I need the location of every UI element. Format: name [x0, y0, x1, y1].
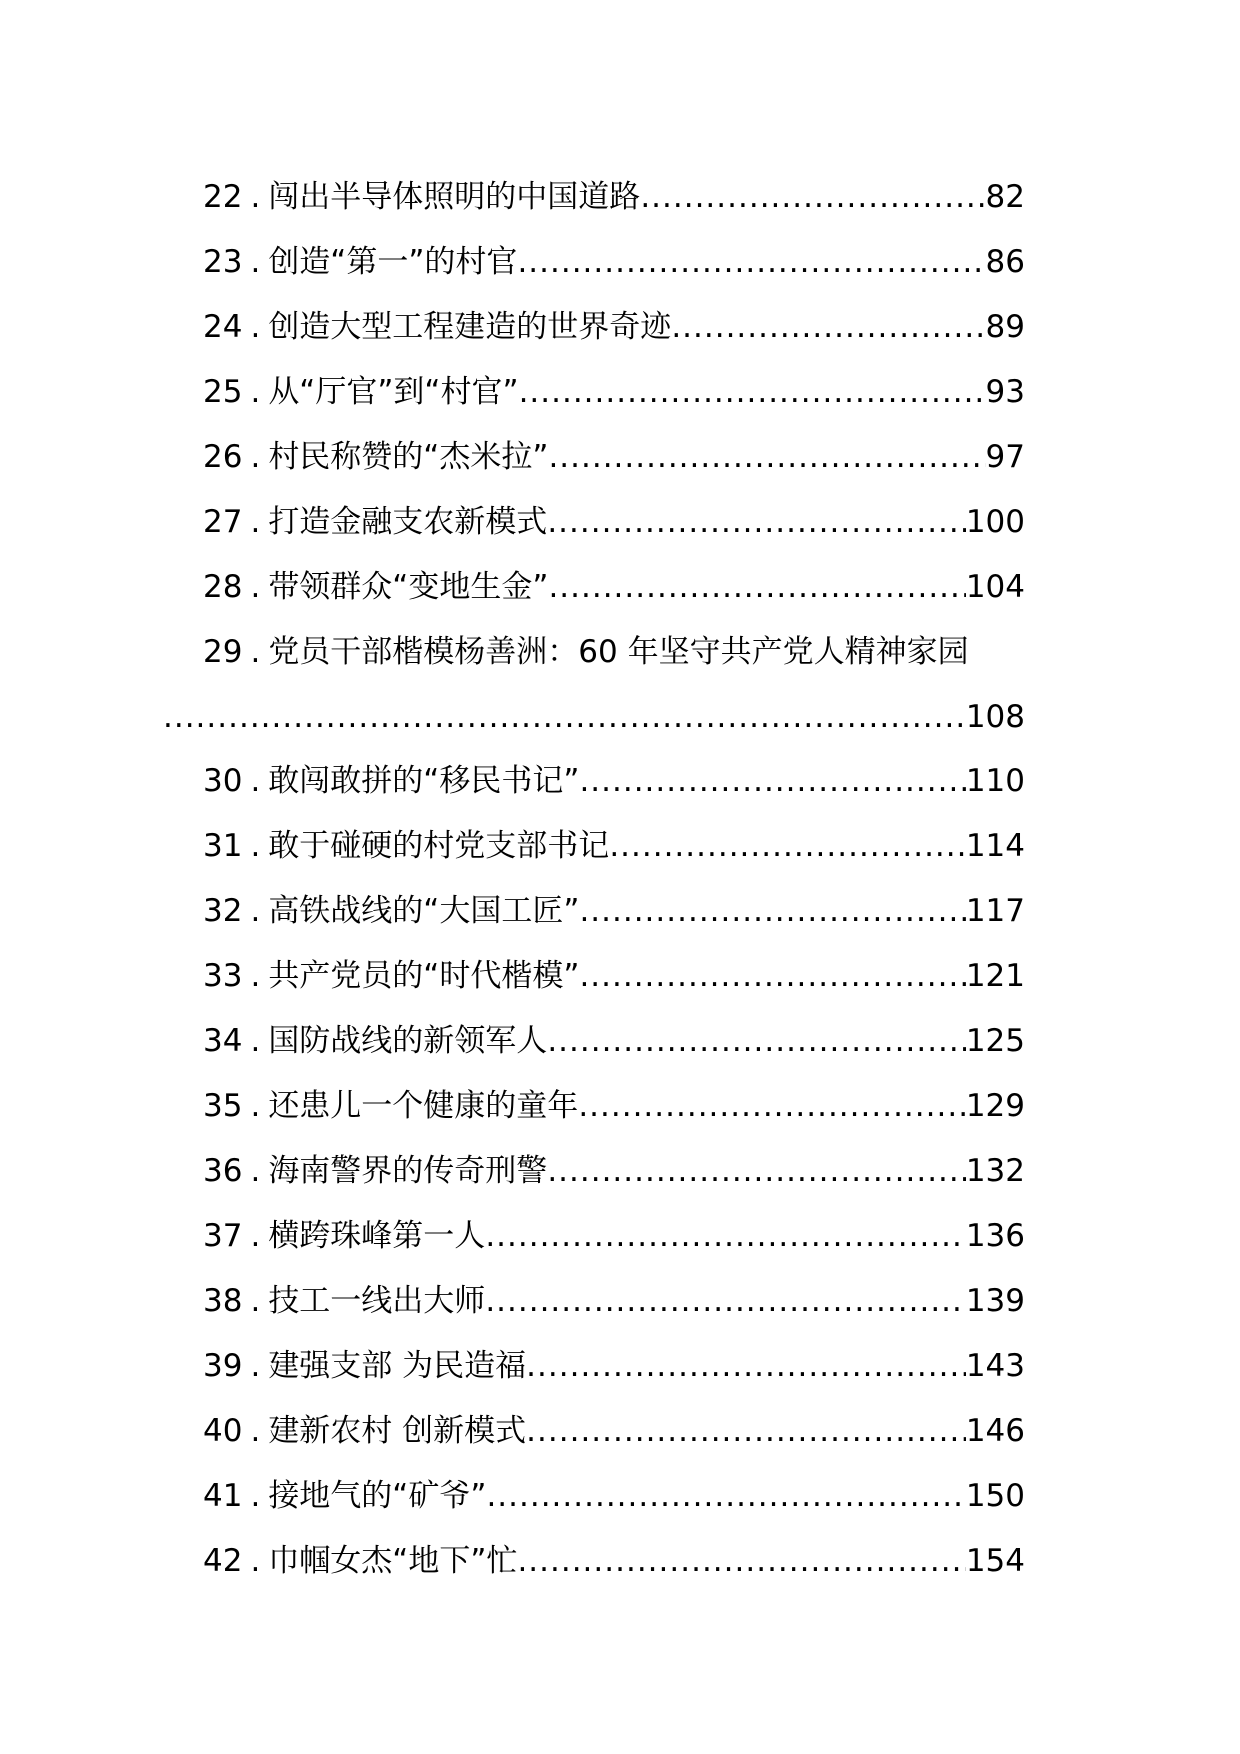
toc-number: 29: [203, 634, 243, 670]
toc-entry-23[interactable]: 23 . 创造“第一”的村官 ..... 86: [163, 230, 1033, 295]
toc-entry-26[interactable]: 26 . 村民称赞的“杰米拉” ..... 97: [163, 425, 1033, 490]
toc-number: 33: [203, 958, 243, 994]
toc-entry-34[interactable]: 34 . 国防战线的新领军人 ..... 125: [163, 1009, 1033, 1074]
toc-entry-28[interactable]: 28 . 带领群众“变地生金” ..... 104: [163, 555, 1033, 620]
toc-number: 41: [203, 1478, 243, 1514]
toc-number: 23: [203, 244, 243, 280]
dot-leader: [486, 1464, 965, 1529]
toc-title: 巾帼女杰“地下”忙: [268, 1543, 518, 1579]
toc-page-number: 104: [965, 569, 1025, 605]
toc-title: 闯出半导体照明的中国道路: [268, 179, 641, 215]
toc-title: 高铁战线的“大国工匠”: [268, 893, 580, 929]
toc-entry-24[interactable]: 24 . 创造大型工程建造的世界奇迹 ..... 89: [163, 295, 1033, 360]
dot-leader: [163, 685, 966, 749]
toc-number: 31: [203, 828, 243, 864]
toc-number: 25: [203, 374, 243, 410]
toc-title: 党员干部楷模杨善洲：60 年坚守共产党人精神家园: [268, 634, 969, 670]
toc-entry-36[interactable]: 36 . 海南警界的传奇刑警 ..... 132: [163, 1139, 1033, 1204]
toc-entry-29[interactable]: 29 . 党员干部楷模杨善洲：60 年坚守共产党人精神家园 ..... 108: [163, 620, 1033, 749]
toc-entry-33[interactable]: 33 . 共产党员的“时代楷模” ..... 121: [163, 944, 1033, 1009]
toc-number: 34: [203, 1023, 243, 1059]
toc-page-number: 93: [985, 374, 1025, 410]
toc-number: 22: [203, 179, 243, 215]
toc-number: 36: [203, 1153, 243, 1189]
toc-page-number: 82: [985, 179, 1025, 215]
toc-entry-42[interactable]: 42 . 巾帼女杰“地下”忙 ..... 154: [163, 1529, 1033, 1594]
toc-entry-25[interactable]: 25 . 从“厅官”到“村官” ..... 93: [163, 360, 1033, 425]
toc-title: 从“厅官”到“村官”: [268, 374, 519, 410]
toc-number: 35: [203, 1088, 243, 1124]
toc-number: 38: [203, 1283, 243, 1319]
dot-leader: [517, 1529, 965, 1594]
dot-leader: [579, 749, 965, 814]
toc-title: 带领群众“变地生金”: [268, 569, 549, 605]
toc-page-number: 139: [965, 1283, 1025, 1319]
toc-title: 技工一线出大师: [268, 1283, 486, 1319]
toc-page-number: 150: [965, 1478, 1025, 1514]
toc-entry-39[interactable]: 39 . 建强支部 为民造福 ..... 143: [163, 1334, 1033, 1399]
toc-page-number: 143: [965, 1348, 1025, 1384]
dot-leader: [547, 490, 966, 555]
toc-entry-22[interactable]: 22 . 闯出半导体照明的中国道路 ..... 82: [163, 165, 1033, 230]
toc-number: 32: [203, 893, 243, 929]
toc-entry-35[interactable]: 35 . 还患儿一个健康的童年 ..... 129: [163, 1074, 1033, 1139]
toc-page-number: 97: [985, 439, 1025, 475]
toc-number: 28: [203, 569, 243, 605]
toc-page-number: 114: [965, 828, 1025, 864]
dot-leader: [526, 1399, 966, 1464]
dot-leader: [579, 944, 965, 1009]
toc-number: 42: [203, 1543, 243, 1579]
toc-page-number: 146: [965, 1413, 1025, 1449]
toc-title: 敢于碰硬的村党支部书记: [268, 828, 610, 864]
toc-page-number: 121: [965, 958, 1025, 994]
toc-title: 海南警界的传奇刑警: [268, 1153, 548, 1189]
dot-leader: [548, 555, 965, 620]
toc-page-number: 154: [965, 1543, 1025, 1579]
dot-leader: [485, 1269, 966, 1334]
dot-leader: [640, 165, 985, 230]
toc-entry-30[interactable]: 30 . 敢闯敢拼的“移民书记” ..... 110: [163, 749, 1033, 814]
toc-entry-38[interactable]: 38 . 技工一线出大师 ..... 139: [163, 1269, 1033, 1334]
dot-leader: [526, 1334, 966, 1399]
toc-title: 村民称赞的“杰米拉”: [268, 439, 549, 475]
toc-page-number: 100: [965, 504, 1025, 540]
toc-number: 27: [203, 504, 243, 540]
toc-page-number: 136: [965, 1218, 1025, 1254]
toc-number: 37: [203, 1218, 243, 1254]
toc-page-number: 110: [965, 763, 1025, 799]
toc-title: 共产党员的“时代楷模”: [268, 958, 580, 994]
dot-leader: [548, 425, 985, 490]
toc-title: 国防战线的新领军人: [268, 1023, 548, 1059]
dot-leader: [578, 1074, 966, 1139]
toc-page-number: 117: [965, 893, 1025, 929]
dot-leader: [579, 879, 965, 944]
dot-leader: [519, 360, 986, 425]
toc-number: 39: [203, 1348, 243, 1384]
toc-number: 26: [203, 439, 243, 475]
dot-leader: [485, 1204, 966, 1269]
toc-title: 还患儿一个健康的童年: [268, 1088, 579, 1124]
toc-title: 创造大型工程建造的世界奇迹: [268, 309, 672, 345]
toc-entry-37[interactable]: 37 . 横跨珠峰第一人 ..... 136: [163, 1204, 1033, 1269]
toc-page-number: 89: [985, 309, 1025, 345]
toc-page-number: 132: [965, 1153, 1025, 1189]
toc-number: 24: [203, 309, 243, 345]
toc-title: 敢闯敢拼的“移民书记”: [268, 763, 580, 799]
table-of-contents: [163, 165, 1033, 1594]
toc-number: 30: [203, 763, 243, 799]
toc-title: 横跨珠峰第一人: [268, 1218, 486, 1254]
toc-number: 40: [203, 1413, 243, 1449]
dot-leader: [517, 230, 985, 295]
toc-entry-41[interactable]: 41 . 接地气的“矿爷” ..... 150: [163, 1464, 1033, 1529]
toc-page-number: 129: [965, 1088, 1025, 1124]
toc-title: 建新农村 创新模式: [268, 1413, 527, 1449]
toc-page-number: 86: [985, 244, 1025, 280]
toc-title: 打造金融支农新模式: [268, 504, 548, 540]
toc-page-number: 125: [965, 1023, 1025, 1059]
toc-title: 建强支部 为民造福: [268, 1348, 527, 1384]
toc-entry-32[interactable]: 32 . 高铁战线的“大国工匠” ..... 117: [163, 879, 1033, 944]
toc-title: 接地气的“矿爷”: [268, 1478, 487, 1514]
toc-entry-27[interactable]: 27 . 打造金融支农新模式 ..... 100: [163, 490, 1033, 555]
toc-title: 创造“第一”的村官: [268, 244, 518, 280]
toc-entry-31[interactable]: 31 . 敢于碰硬的村党支部书记 ..... 114: [163, 814, 1033, 879]
dot-leader: [671, 295, 985, 360]
dot-leader: [547, 1009, 966, 1074]
dot-leader: [547, 1139, 966, 1204]
toc-page-number: 108: [965, 699, 1025, 735]
toc-entry-40[interactable]: 40 . 建新农村 创新模式 ..... 146: [163, 1399, 1033, 1464]
dot-leader: [609, 814, 966, 879]
